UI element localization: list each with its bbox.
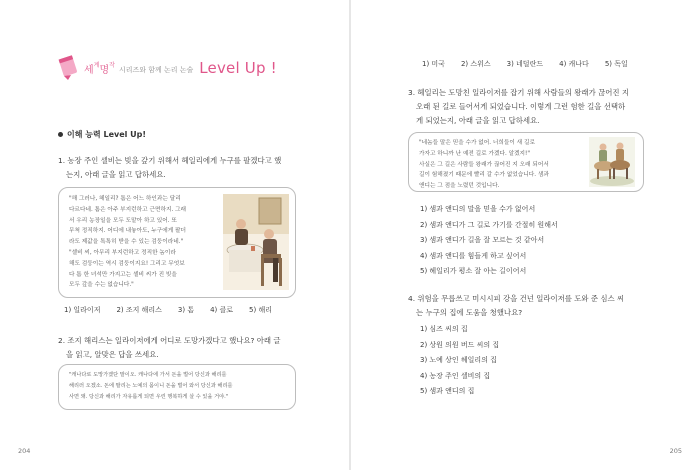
page-number-right: 205	[669, 447, 682, 455]
section-title: 이해 능력 Level Up!	[58, 129, 146, 140]
q2-option-4[interactable]: 4) 캐나다	[559, 60, 589, 68]
q2-option-5[interactable]: 5) 독일	[604, 60, 628, 68]
right-page	[350, 0, 700, 470]
q2-option-3[interactable]: 3) 네덜란드	[506, 60, 544, 68]
q3-option-1[interactable]: 1) 샘과 앤디의 말을 믿을 수가 없어서	[420, 205, 536, 213]
page-header	[58, 54, 277, 82]
q1-option-5[interactable]: 5) 해리	[249, 306, 272, 314]
q2-option-2[interactable]: 2) 스위스	[460, 60, 491, 68]
series-seal: 세계명작	[84, 62, 115, 76]
q3-option-5[interactable]: 5) 헤일리가 평소 잘 아는 길이어서	[420, 267, 527, 275]
q4-option-4[interactable]: 4) 농장 주인 셀비의 집	[420, 371, 491, 380]
question-4: 4. 위험을 무릅쓰고 미시시피 강을 건넌 일라이저를 도와 준 심스 씨 는 누구의 집에 도움을 청했나요?	[408, 294, 625, 317]
question-1: 1. 농장 주인 셀비는 빚을 갚기 위해서 헤일리에게 누구를 팔겠다고 했 는지, 아래 글을 읽고 답하세요.	[58, 156, 282, 179]
q4-option-5[interactable]: 5) 샘과 앤디의 집	[420, 387, 475, 395]
q3-options	[420, 202, 558, 280]
bullet-icon	[58, 132, 63, 137]
q1-option-4[interactable]: 4) 클로	[210, 306, 234, 314]
excerpt-text-3: "네놈들 말은 믿을 수가 없어. 너희들이 새 길로 가자고 하니까 난 예전 길로 가겠다. 알겠지!" 사실은 그 길은 사람들 왕래가 끊어진 지 오래 되어서 길이 험해졌기 때문에 빨리 갈 수가 없었습니다. 샘과 앤디는 그 점을 노렸던 것입니다.	[419, 140, 549, 190]
q4-options	[420, 322, 499, 400]
question-2: 2. 조지 해리스는 일라이저에게 어디로 도망가겠다고 했나요? 아래 글 을 읽고, 알맞은 답을 쓰세요.	[58, 336, 281, 359]
excerpt-box-2	[58, 364, 296, 410]
illustration-two-men	[223, 194, 289, 290]
illustration-two-riders	[589, 137, 635, 187]
q3-option-4[interactable]: 4) 샘과 앤디를 힘들게 하고 싶어서	[420, 251, 527, 260]
page-number-left: 204	[18, 447, 31, 455]
q4-option-2[interactable]: 2) 상원 의원 버드 씨의 집	[420, 340, 500, 349]
q2-option-1[interactable]: 1) 미국	[422, 60, 445, 68]
question-3: 3. 헤일리는 도망친 일라이저를 잡기 위해 사람들의 왕래가 끊어진 지 오래 된 길로 들어서게 되었습니다. 이렇게 그런 험한 길을 선택하 게 되었는지, 아래 글을 읽고 답하세요.	[408, 88, 629, 125]
q1-options	[64, 305, 272, 315]
header-subtitle: 시리즈와 함께 논리 논술	[118, 66, 194, 74]
q1-option-2[interactable]: 2) 조지 해리스	[116, 306, 162, 314]
q3-option-3[interactable]: 3) 샘과 앤디가 길을 잘 모르는 것 같아서	[420, 236, 545, 244]
excerpt-box-3	[408, 132, 644, 192]
excerpt-text-1: "해 그러나, 헤일리? 톰은 어느 하인과는 달리 다르다네. 톰은 아주 부지런하고 근면하지. 그래 서 우리 농장일을 모두 도맡아 하고 있어. 또 무척 정직하지. 어디에 내놓아도, 누구에게 팔더 라도 제값을 톡톡히 받을 수 있는 검둥이라네." "셀비 씨, 아무리 부지런하고 정직한 놈이라 해도 검둥이는 역시 검둥이지요! 그리고 무엇보 다 톰 한 녀석만 가지고는 셀비 씨가 진 빚을 모두 갚을 수는 없습니다."	[69, 196, 187, 289]
header-title: Level Up !	[199, 59, 277, 77]
q4-option-1[interactable]: 1) 심즈 씨의 집	[420, 325, 468, 333]
q4-option-3[interactable]: 3) 노예 상인 헤일리의 집	[420, 356, 497, 364]
excerpt-box-1	[58, 187, 296, 298]
excerpt-text-2: "캐나다로 도망가겠단 말이오. 캐나다에 가서 돈을 벌어 당신과 해리를 해리러 오겠소. 돈에 팔리는 노예의 몸이니 돈을 벌어 와서 당신과 해리를 사면 돼. 당신과 해리가 자유롭게 되면 우린 행복하게 살 수 있을 거야."	[69, 372, 233, 400]
q1-option-3[interactable]: 3) 톰	[177, 306, 195, 314]
q1-option-1[interactable]: 1) 일라이저	[64, 306, 101, 314]
q3-option-2[interactable]: 2) 샘과 앤디가 그 길로 가기를 간절히 원해서	[420, 220, 558, 229]
q2-options	[422, 59, 628, 69]
pencil-icon	[58, 55, 78, 81]
